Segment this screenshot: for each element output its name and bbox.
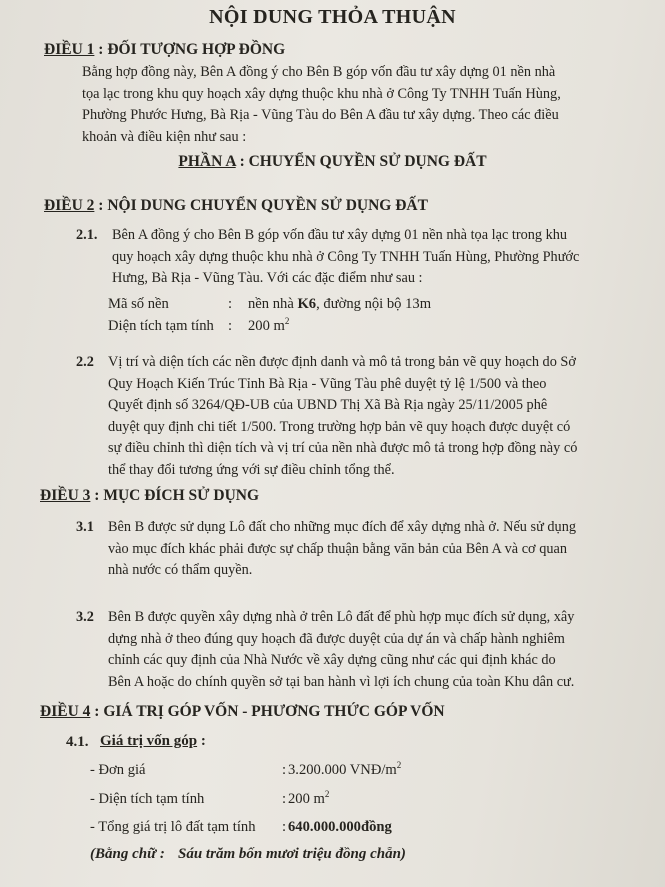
article-2-label: ĐIỀU 2 [44, 197, 95, 214]
est-area-row [90, 791, 630, 811]
clause-2-2-number: 2.2 [76, 354, 94, 370]
clause-2-1-body [112, 225, 642, 290]
clause-3-2-line-4: Bên A hoặc do chính quyền sở tại ban hành vì lợi ích chung của toàn Khu dân cư. [108, 673, 575, 690]
article-1-body [82, 62, 638, 148]
article-2-title: NỘI DUNG CHUYỂN QUYỀN SỬ DỤNG ĐẤT [107, 197, 428, 214]
lot-code-label: Mã số nền [108, 296, 169, 312]
article-3-separator: : [90, 487, 104, 504]
unit-price-number: 3.200.000 VNĐ/m [288, 762, 397, 778]
clause-3-1-line-1: Bên B được sử dụng Lô đất cho những mục đích để xây dựng nhà ở. Nếu sử dụng [108, 519, 577, 535]
article-1-label: ĐIỀU 1 [44, 41, 95, 58]
clause-3-1-line-2: vào mục đích khác phải được sự chấp thuận bằng văn bản của Bên A và cơ quan [108, 540, 567, 557]
document-title: NỘI DUNG THỎA THUẬN [209, 6, 456, 28]
total-value-colon: : [282, 819, 287, 835]
article-4-title: GIÁ TRỊ GÓP VỐN - PHƯƠNG THỨC GÓP VỐN [103, 703, 445, 720]
article-1-line-1: Bằng hợp đồng này, Bên A đồng ý cho Bên B góp vốn đầu tư xây dựng 01 nền nhà [82, 64, 556, 80]
clause-2-2-line-5: sự điều chỉnh thì diện tích và vị trí của nền nhà được mô tả trong hợp đồng này có [108, 440, 578, 456]
clause-2-2-body [108, 352, 644, 481]
est-area-value [288, 791, 329, 808]
clause-2-1-number: 2.1. [76, 227, 98, 243]
clause-3-2-number: 3.2 [76, 609, 94, 625]
amount-in-words-label: (Bằng chữ : [90, 846, 165, 862]
unit-price-value [288, 762, 401, 779]
part-a-label: PHẦN A [178, 153, 236, 170]
area-value [248, 318, 289, 335]
clause-3-2-line-3: chỉnh các quy định của Nhà Nước về xây dựng cũng như các qui định khác do [108, 652, 556, 668]
lot-code-suffix: , đường nội bộ 13m [316, 296, 432, 312]
total-value-amount: 640.000.000đồng [288, 819, 392, 835]
article-1-line-2: tọa lạc trong khu quy hoạch xây dựng thuộc khu nhà ở Công Ty TNHH Tuấn Hùng, [82, 85, 561, 102]
clause-3-1-number: 3.1 [76, 519, 94, 535]
part-a-title: CHUYỂN QUYỀN SỬ DỤNG ĐẤT [248, 153, 487, 170]
clause-4-1-number: 4.1. [66, 734, 89, 750]
est-area-number: 200 m [288, 791, 325, 807]
article-3-label: ĐIỀU 3 [40, 487, 91, 504]
clause-2-2-line-3: Quyết định số 3264/QĐ-UB của UBND Thị Xã Bà Rịa ngày 25/11/2005 phê [108, 397, 548, 413]
clause-2-2-line-6: thể thay đổi tương ứng với sự điều chỉnh tổng thể. [108, 461, 395, 478]
clause-4-1-label: Giá trị vốn góp [100, 733, 198, 749]
article-4-heading [40, 703, 445, 721]
article-1-heading [44, 41, 285, 59]
est-area-colon: : [282, 791, 287, 807]
article-1-title: ĐỐI TƯỢNG HỢP ĐỒNG [107, 41, 286, 58]
clause-4-1-colon: : [197, 733, 206, 749]
article-3-heading [40, 487, 259, 505]
clause-3-2-body [108, 607, 644, 693]
est-area-label: - Diện tích tạm tính [90, 791, 205, 807]
total-value-label: - Tổng giá trị lô đất tạm tính [90, 819, 256, 835]
article-2-separator: : [94, 197, 108, 214]
clause-2-2-line-4: duyệt quy định chi tiết 1/500. Trong trường hợp bản vẽ quy hoạch được duyệt có [108, 418, 571, 435]
part-a-separator: : [235, 153, 249, 170]
article-3-title: MỤC ĐÍCH SỬ DỤNG [103, 487, 260, 504]
clause-2-2-line-2: Quy Hoạch Kiến Trúc Tỉnh Bà Rịa - Vũng Tàu phê duyệt tỷ lệ 1/500 và theo [108, 375, 547, 392]
unit-price-label: - Đơn giá [90, 762, 146, 778]
area-unit-sup: 2 [284, 316, 290, 326]
area-number: 200 m [248, 318, 285, 334]
clause-3-1-body [108, 517, 644, 582]
clause-2-1-line-2: quy hoạch xây dựng thuộc khu nhà ở Công Ty TNHH Tuấn Hùng, Phường Phước [112, 248, 580, 265]
area-colon: : [228, 318, 233, 334]
article-2-heading [44, 197, 428, 215]
unit-price-sup: 2 [396, 760, 402, 770]
unit-price-colon: : [282, 762, 287, 778]
clause-3-2-line-2: dựng nhà ở theo đúng quy hoạch đã được duyệt của dự án và chấp hành nghiêm [108, 630, 565, 647]
lot-code-id: K6 [297, 296, 317, 312]
article-1-line-3: Phường Phước Hưng, Bà Rịa - Vũng Tàu do Bên A đầu tư xây dựng. Theo các điều [82, 107, 559, 123]
article-4-separator: : [90, 703, 104, 720]
article-4-label: ĐIỀU 4 [40, 703, 91, 720]
clause-3-1-line-3: nhà nước có thẩm quyền. [108, 562, 253, 578]
clause-2-1-line-3: Hưng, Bà Rịa - Vũng Tàu. Với các đặc điểm như sau : [112, 270, 423, 286]
lot-code-value [248, 296, 431, 313]
unit-price-row [90, 762, 630, 782]
total-value-row [90, 819, 630, 839]
area-label: Diện tích tạm tính [108, 318, 214, 334]
article-1-separator: : [94, 41, 108, 58]
area-row [108, 318, 608, 338]
lot-code-prefix: nền nhà [248, 296, 298, 312]
est-area-sup: 2 [324, 789, 330, 799]
lot-code-colon: : [228, 296, 233, 312]
amount-in-words-value: Sáu trăm bốn mươi triệu đồng chẵn) [178, 846, 406, 862]
clause-4-1-heading [100, 733, 206, 750]
article-1-line-4: khoản và điều kiện như sau : [82, 128, 247, 145]
lot-code-row [108, 296, 608, 316]
clause-3-2-line-1: Bên B được quyền xây dựng nhà ở trên Lô đất để phù hợp mục đích sử dụng, xây [108, 609, 575, 625]
clause-2-2-line-1: Vị trí và diện tích các nền được định danh và mô tả trong bản vẽ quy hoạch do Sở [108, 354, 576, 370]
part-a-heading [0, 153, 665, 171]
clause-2-1-line-1: Bên A đồng ý cho Bên B góp vốn đầu tư xây dựng 01 nền nhà tọa lạc trong khu [112, 227, 568, 243]
